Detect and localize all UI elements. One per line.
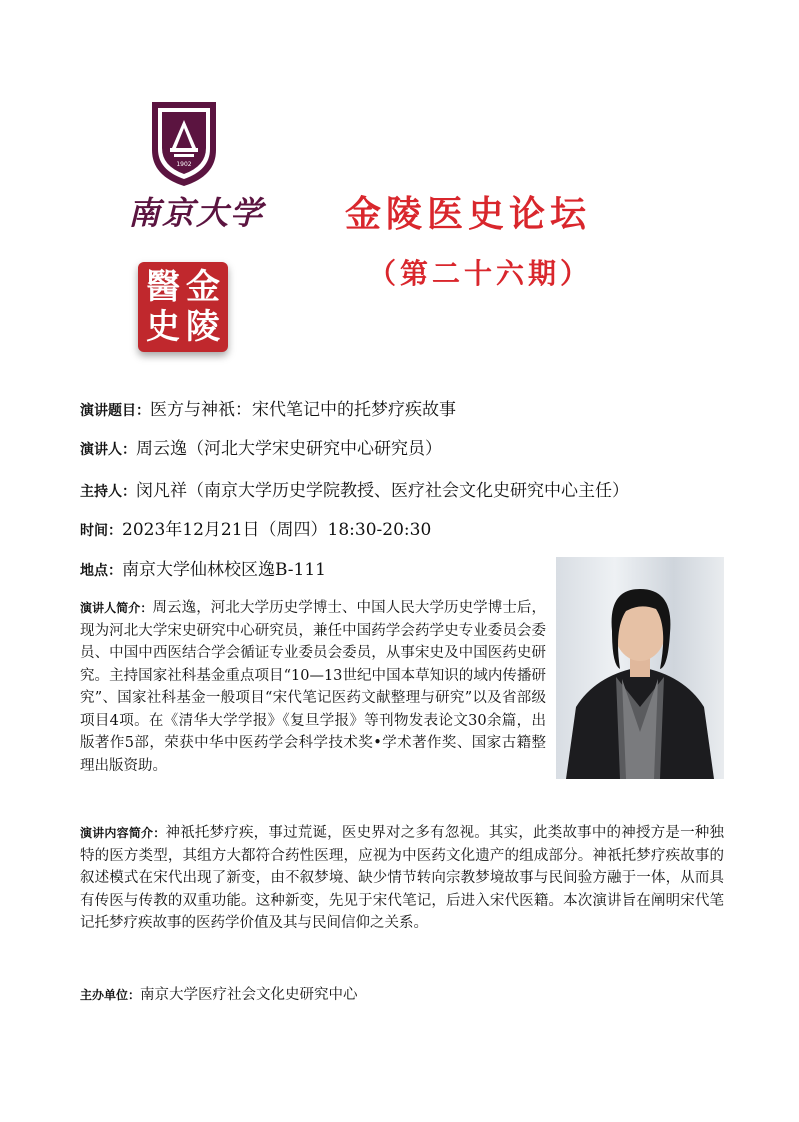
organizer-row [80,983,358,1004]
speaker-photo [556,557,724,779]
place-label: 地点： [80,563,122,579]
university-name: 南京大学 [128,194,265,232]
university-logo-icon [148,98,220,188]
time-label: 时间： [80,523,122,539]
seal-char: 陵 [186,307,220,347]
bio-label: 演讲人简介： [80,601,153,615]
lecture-summary [80,822,724,935]
topic-row [80,395,456,420]
seal-char: 醫 [146,267,180,307]
content-label: 演讲内容简介： [80,826,166,840]
bio-text: 周云逸，河北大学历史学博士、中国人民大学历史学博士后，现为河北大学宋史研究中心研究员，兼任中国药学会药学史专业委员会委员、中国中西医结合学会循证专业委员会委员，从事宋史及中国医药史研究。主持国家社科基金重点项目“10—13世纪中国本草知识的域内传播研究”、国家社科基金一般项目“宋代笔记医药文献整理与研究”以及省部级项目4项。在《清华大学学报》《复旦学报》等刊物发表论文30余篇，出版著作5部，荣获中华中医药学会科学技术奖•学术著作奖、国家古籍整理出版资助。 [80,600,546,774]
host-text: 闵凡祥（南京大学历史学院教授、医疗社会文化史研究中心主任） [136,481,629,501]
organizer-name: 南京大学医疗社会文化史研究中心 [140,987,358,1003]
seal-logo [138,262,228,352]
time-text: 2023年12月21日（周四）18:30-20:30 [122,520,432,540]
svg-text:1902: 1902 [176,161,192,168]
speaker-text: 周云逸（河北大学宋史研究中心研究员） [136,439,442,459]
time-row [80,515,431,540]
topic-label: 演讲题目： [80,403,150,419]
topic-text: 医方与神祇：宋代笔记中的托梦疗疾故事 [150,400,456,420]
forum-title: 金陵医史论坛 [345,194,592,235]
speaker-row [80,434,442,459]
content-text: 神祇托梦疗疾，事过荒诞，医史界对之多有忽视。其实，此类故事中的神授方是一种独特的医方类型，其组方大都符合药性医理，应视为中医药文化遗产的组成部分。神祇托梦疗疾故事的叙述模式在宋代出现了新变，由不叙梦境、缺少情节转向宗教梦境故事与民间验方融于一体，从而具有传医与传教的双重功能。这种新变，先见于宋代笔记，后进入宋代医籍。本次演讲旨在阐明宋代笔记托梦疗疾故事的医药学价值及其与民间信仰之关系。 [80,825,724,931]
speaker-bio [80,597,546,777]
place-text: 南京大学仙林校区逸B-111 [122,560,326,580]
place-row [80,555,326,580]
organizer-label: 主办单位： [80,988,141,1002]
host-row [80,476,629,501]
host-label: 主持人： [80,484,136,500]
speaker-label: 演讲人： [80,442,136,458]
seal-char: 史 [146,307,180,347]
issue-number: （第二十六期） [368,257,593,290]
speaker-portrait-icon [556,557,724,779]
seal-char: 金 [186,267,220,307]
